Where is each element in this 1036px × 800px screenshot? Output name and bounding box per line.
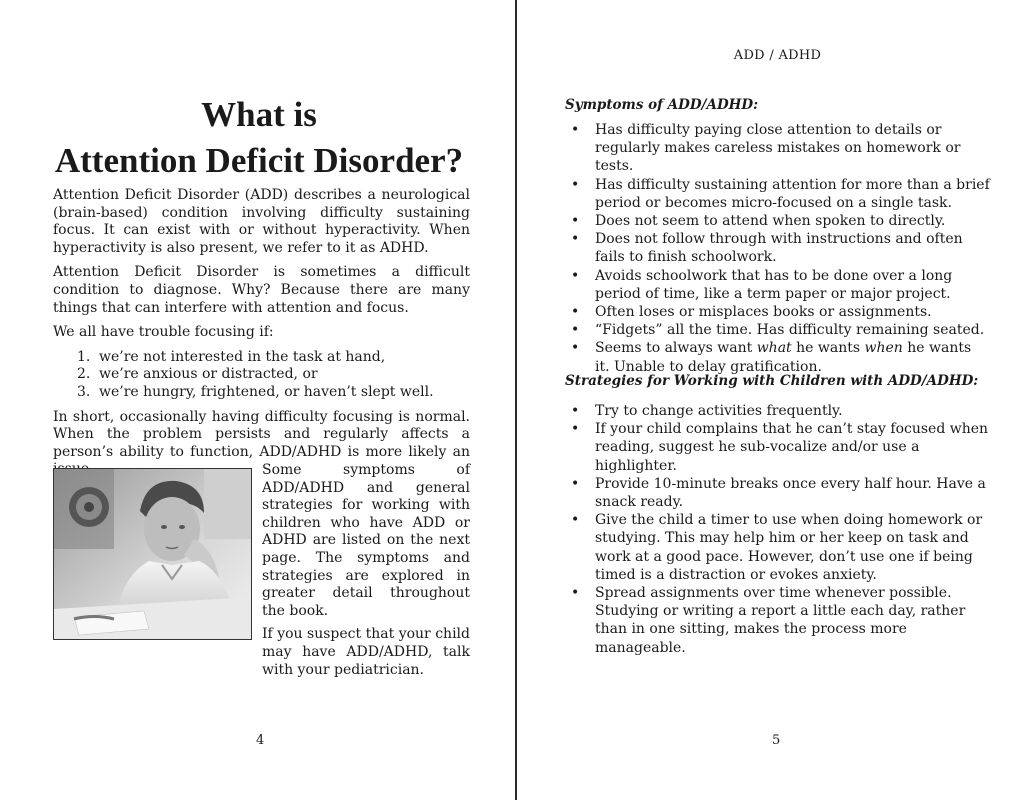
list-number: 3. — [77, 383, 91, 400]
list-item — [53, 349, 470, 367]
list-item — [565, 121, 990, 176]
right-page — [519, 0, 1036, 800]
paragraph: If you suspect that your child may have ADD/ADHD, talk with your pediatrician. — [262, 626, 470, 678]
paragraph: In short, occasionally having difficulty focusing is normal. When the problem persists and regularly affects a person’s ability to function, ADD/ADHD is more likely an — [53, 408, 470, 460]
text-run: he wants it. Unable to delay gratification. — [595, 340, 972, 375]
list-text — [595, 340, 971, 374]
running-head: ADD / ADHD — [733, 48, 822, 63]
bullet-icon: • — [571, 403, 580, 419]
list-item — [53, 384, 470, 402]
title-line-2: Attention Deficit Disorder? — [54, 141, 464, 180]
page-number-right: 5 — [772, 733, 781, 748]
symptoms-heading: Symptoms of ADD/ADHD: — [565, 97, 759, 113]
bullet-icon: • — [571, 176, 580, 193]
paragraph: Attention Deficit Disorder (ADD) describes a neurological (brain-based) condition involving difficulty sustaining focus. It can exist with or without hyperactivity. When hyperactivity is also present, we refer to it as ADHD. — [53, 187, 470, 256]
bullet-icon: • — [571, 512, 580, 529]
list-item — [565, 321, 990, 339]
list-text: Does not seem to attend when spoken to directly. — [595, 213, 946, 230]
list-item — [565, 511, 990, 584]
emphasis: when — [864, 340, 903, 357]
bullet-icon: • — [571, 122, 580, 138]
list-text: we’re anxious or distracted, or — [99, 366, 318, 383]
list-item — [565, 584, 990, 657]
list-text: Often loses or misplaces books or assignments. — [595, 304, 932, 321]
page-title — [28, 92, 490, 184]
bullet-icon: • — [571, 475, 580, 492]
bullet-icon: • — [571, 585, 580, 602]
list-text: Try to change activities frequently. — [595, 403, 843, 419]
left-body — [53, 187, 470, 486]
list-item — [565, 402, 990, 420]
list-text: Does not follow through with instructions and often fails to finish schoolwork. — [595, 231, 963, 266]
boy-photo — [53, 468, 252, 640]
list-text: If your child complains that he can’t stay focused when reading, suggest he sub-vocalize and/or use a highlighter. — [595, 421, 989, 474]
list-text: Provide 10-minute breaks once every half hour. Have a snack ready. — [595, 475, 986, 511]
bullet-icon: • — [571, 231, 580, 248]
list-text: we’re hungry, frightened, or haven’t slept well. — [99, 383, 434, 400]
list-number: 1. — [77, 348, 91, 365]
left-page — [0, 0, 517, 800]
list-text: Spread assignments over time whenever possible. Studying or writing a report a little each day, rather than in one sitting, makes the process more manageable. — [595, 585, 966, 656]
list-text: Has difficulty paying close attention to details or regularly makes careless mistakes on homework or tests. — [595, 122, 961, 175]
list-item — [565, 267, 990, 303]
page-number-left: 4 — [256, 733, 265, 748]
bullet-icon: • — [571, 322, 580, 339]
bullet-icon: • — [571, 340, 580, 357]
list-item — [565, 420, 990, 475]
emphasis: what — [756, 340, 792, 357]
strategies-list — [565, 402, 990, 657]
bullet-icon: • — [571, 304, 580, 321]
list-text: we’re not interested in the task at hand, — [99, 348, 386, 365]
bullet-icon: • — [571, 213, 580, 230]
strategies-heading: Strategies for Working with Children with ADD/ADHD: — [565, 373, 979, 389]
list-item — [565, 176, 990, 212]
list-item — [53, 366, 470, 384]
photo-side-text — [262, 462, 470, 685]
paragraph: Attention Deficit Disorder is sometimes a difficult condition to diagnose. Why? Because there are many things that can interfere with attention and focus. — [53, 264, 470, 316]
list-text: Has difficulty sustaining attention for more than a brief period or becomes micro-focused on a single task. — [595, 176, 990, 211]
bullet-icon: • — [571, 267, 580, 284]
list-text: Give the child a timer to use when doing homework or studying. This may help him or her keep on task and work at a good pace. However, don’t use one if being timed is a distraction or evokes anxiety. — [595, 512, 983, 583]
symptoms-list — [565, 121, 990, 376]
list-item — [565, 339, 990, 375]
text-run: he wants — [791, 340, 865, 357]
numbered-list — [53, 349, 470, 402]
title-line-1: What is — [201, 95, 317, 134]
paragraph: We all have trouble focusing if: — [53, 324, 274, 341]
text-run: Seems to always want — [595, 340, 757, 357]
list-text: “Fidgets” all the time. Has difficulty remaining seated. — [595, 322, 985, 339]
bullet-icon: • — [571, 421, 580, 438]
list-item — [565, 303, 990, 321]
list-number: 2. — [77, 366, 91, 383]
boy-photo-illustration — [54, 469, 251, 639]
paragraph: Some symptoms of ADD/ADHD and general strategies for working with children who have ADD or ADHD are listed on the next page. The symptoms and strategies are explored in greater detail throughout the book. — [262, 462, 470, 619]
list-text: Avoids schoolwork that has to be done over a long period of time, like a term paper or major project. — [595, 267, 953, 302]
list-item — [565, 475, 990, 511]
list-item — [565, 212, 990, 230]
list-item — [565, 230, 990, 266]
